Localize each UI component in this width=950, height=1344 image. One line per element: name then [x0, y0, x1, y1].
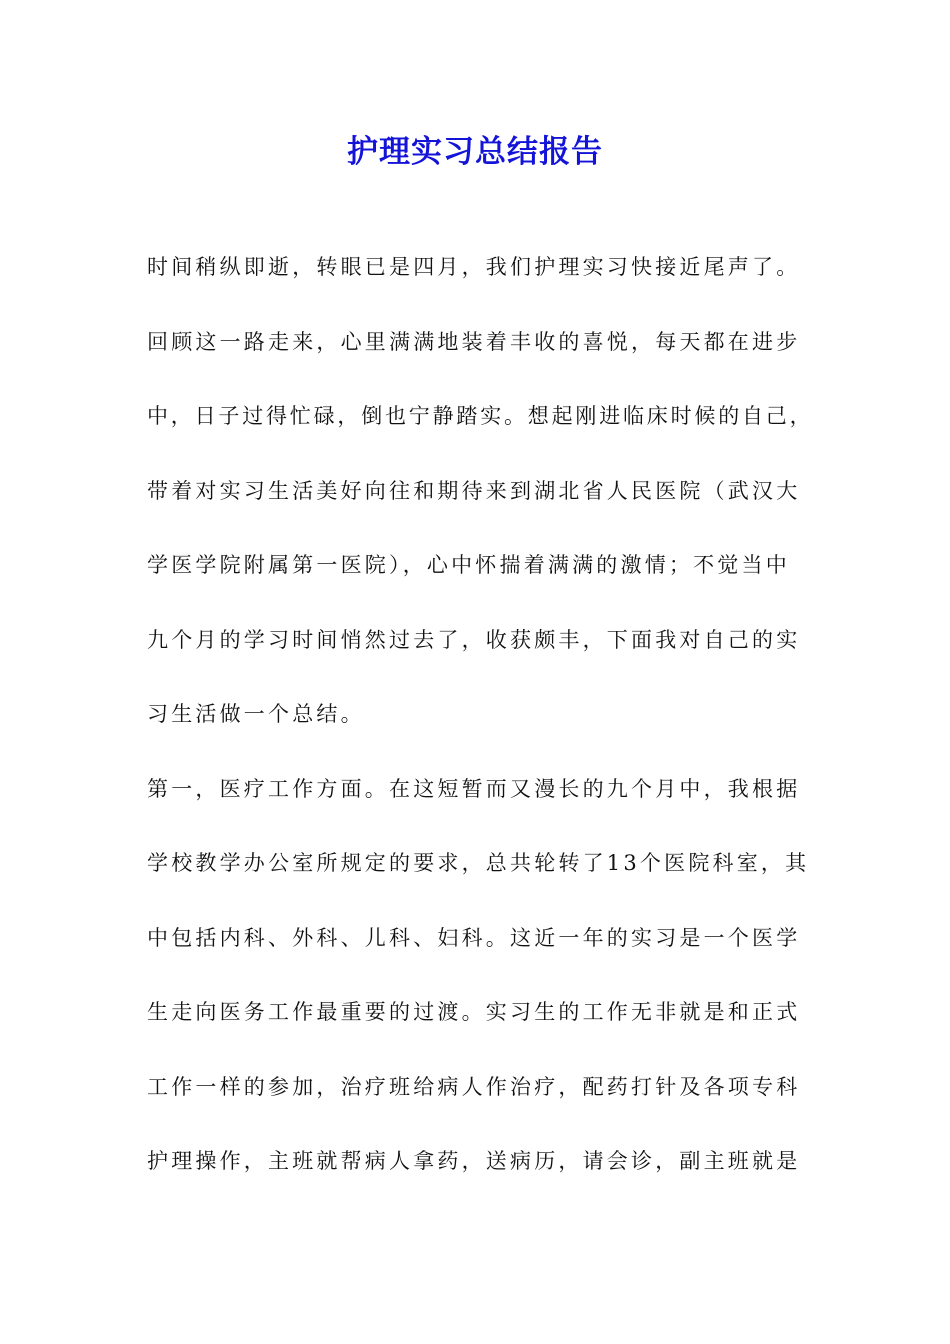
- body-line: 回顾这一路走来，心里满满地装着丰收的喜悦，每天都在进步: [147, 329, 801, 354]
- document-title: 护理实习总结报告: [347, 134, 603, 170]
- body-line: 带着对实习生活美好向往和期待来到湖北省人民医院（武汉大: [147, 478, 801, 503]
- body-line: 生走向医务工作最重要的过渡。实习生的工作无非就是和正式: [147, 1000, 801, 1024]
- body-line: 学校教学办公室所规定的要求，总共轮转了13个医院科室，其: [147, 851, 810, 875]
- body-line: 习生活做一个总结。: [147, 702, 365, 726]
- body-line: 中包括内科、外科、儿科、妇科。这近一年的实习是一个医学: [147, 925, 801, 950]
- document-body: [147, 230, 814, 1199]
- body-line: 中，日子过得忙碌，倒也宁静踏实。想起刚进临床时候的自己，: [147, 404, 814, 428]
- body-line: 九个月的学习时间悄然过去了，收获颇丰，下面我对自己的实: [147, 627, 801, 652]
- body-line: 学医学院附属第一医院），心中怀揣着满满的激情；不觉当中: [147, 553, 790, 577]
- body-line: 第一，医疗工作方面。在这短暂而又漫长的九个月中，我根据: [147, 776, 801, 801]
- body-line: 时间稍纵即逝，转眼已是四月，我们护理实习快接近尾声了。: [147, 255, 801, 279]
- body-line: 工作一样的参加，治疗班给病人作治疗，配药打针及各项专科: [147, 1074, 801, 1099]
- body-line: 护理操作，主班就帮病人拿药，送病历，请会诊，副主班就是: [147, 1149, 801, 1173]
